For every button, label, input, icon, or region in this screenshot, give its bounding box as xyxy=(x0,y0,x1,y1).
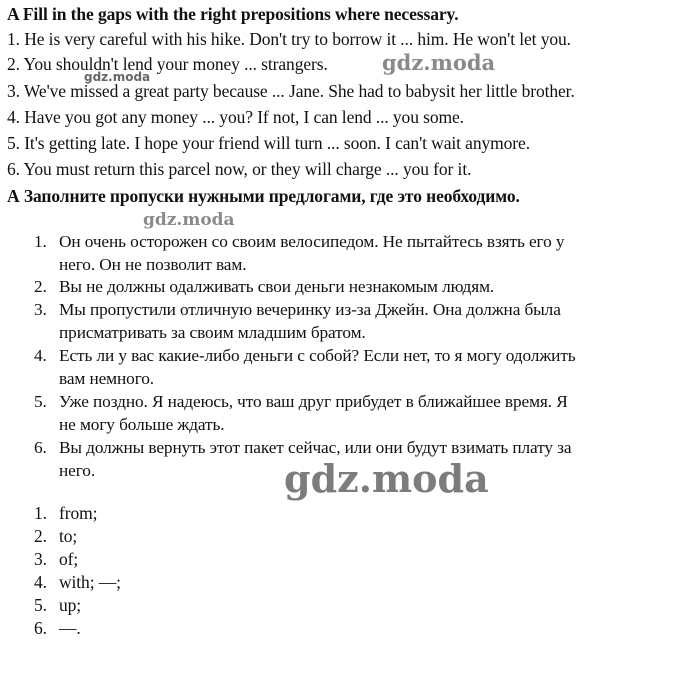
answer-2-text: to; xyxy=(59,526,78,546)
russian-item-6-line-2: него. xyxy=(59,461,96,480)
english-item-4: 4. Have you got any money ... you? If not, I can lend ... you some. xyxy=(7,107,464,127)
russian-item-4-line-2: вам немного. xyxy=(59,369,155,388)
russian-item-1-line-1: Он очень осторожен со своим велосипедом. Не пытайтесь взять его у xyxy=(59,232,565,251)
answer-5-number: 5. xyxy=(34,595,47,615)
english-item-1: 1. He is very careful with his hike. Don't try to borrow it ... him. He won't let you. xyxy=(7,29,571,49)
russian-item-1-line-2: него. Он не позволит вам. xyxy=(59,255,247,274)
russian-item-6-line-1: Вы должны вернуть этот пакет сейчас, или они будут взимать плату за xyxy=(59,438,572,457)
russian-item-2-number: 2. xyxy=(34,277,47,296)
watermark-big: gdz.moda xyxy=(284,456,489,501)
russian-item-3-number: 3. xyxy=(34,300,47,319)
answer-3-number: 3. xyxy=(34,549,47,569)
english-item-3: 3. We've missed a great party because ... Jane. She had to babysit her little brother. xyxy=(7,81,575,101)
russian-item-5-number: 5. xyxy=(34,392,47,411)
answer-4-text: with; —; xyxy=(59,572,121,592)
watermark-inline: gdz.moda xyxy=(382,50,496,75)
russian-item-4-number: 4. xyxy=(34,346,47,365)
russian-item-2-line-1: Вы не должны одалживать свои деньги незнакомым людям. xyxy=(59,277,495,296)
russian-item-4-line-1: Есть ли у вас какие-либо деньги с собой? Если нет, то я могу одолжить xyxy=(59,346,576,365)
russian-item-5-line-2: не могу больше ждать. xyxy=(59,415,225,434)
answer-5-text: up; xyxy=(59,595,82,615)
answer-2-number: 2. xyxy=(34,526,47,546)
watermark-small: gdz.moda xyxy=(84,70,151,84)
watermark-mid: gdz.moda xyxy=(143,210,235,230)
answer-1-text: from; xyxy=(59,503,98,523)
english-task-heading: A Fill in the gaps with the right prepositions where necessary. xyxy=(7,4,459,24)
answer-6-number: 6. xyxy=(34,618,47,638)
english-item-6: 6. You must return this parcel now, or they will charge ... you for it. xyxy=(7,159,472,179)
answer-4-number: 4. xyxy=(34,572,47,592)
answer-1-number: 1. xyxy=(34,503,47,523)
russian-item-3-line-1: Мы пропустили отличную вечеринку из-за Джейн. Она должна была xyxy=(59,300,561,319)
russian-task-heading: А Заполните пропуски нужными предлогами, где это необходимо. xyxy=(7,186,520,206)
russian-item-1-number: 1. xyxy=(34,232,47,251)
answer-6-text: —. xyxy=(59,618,81,638)
russian-item-6-number: 6. xyxy=(34,438,47,457)
english-item-2: 2. You shouldn't lend your money ... strangers. xyxy=(7,54,328,74)
russian-item-3-line-2: присматривать за своим младшим братом. xyxy=(59,323,366,342)
answer-3-text: of; xyxy=(59,549,79,569)
russian-item-5-line-1: Уже поздно. Я надеюсь, что ваш друг прибудет в ближайшее время. Я xyxy=(59,392,568,411)
english-item-5: 5. It's getting late. I hope your friend will turn ... soon. I can't wait anymore. xyxy=(7,133,530,153)
